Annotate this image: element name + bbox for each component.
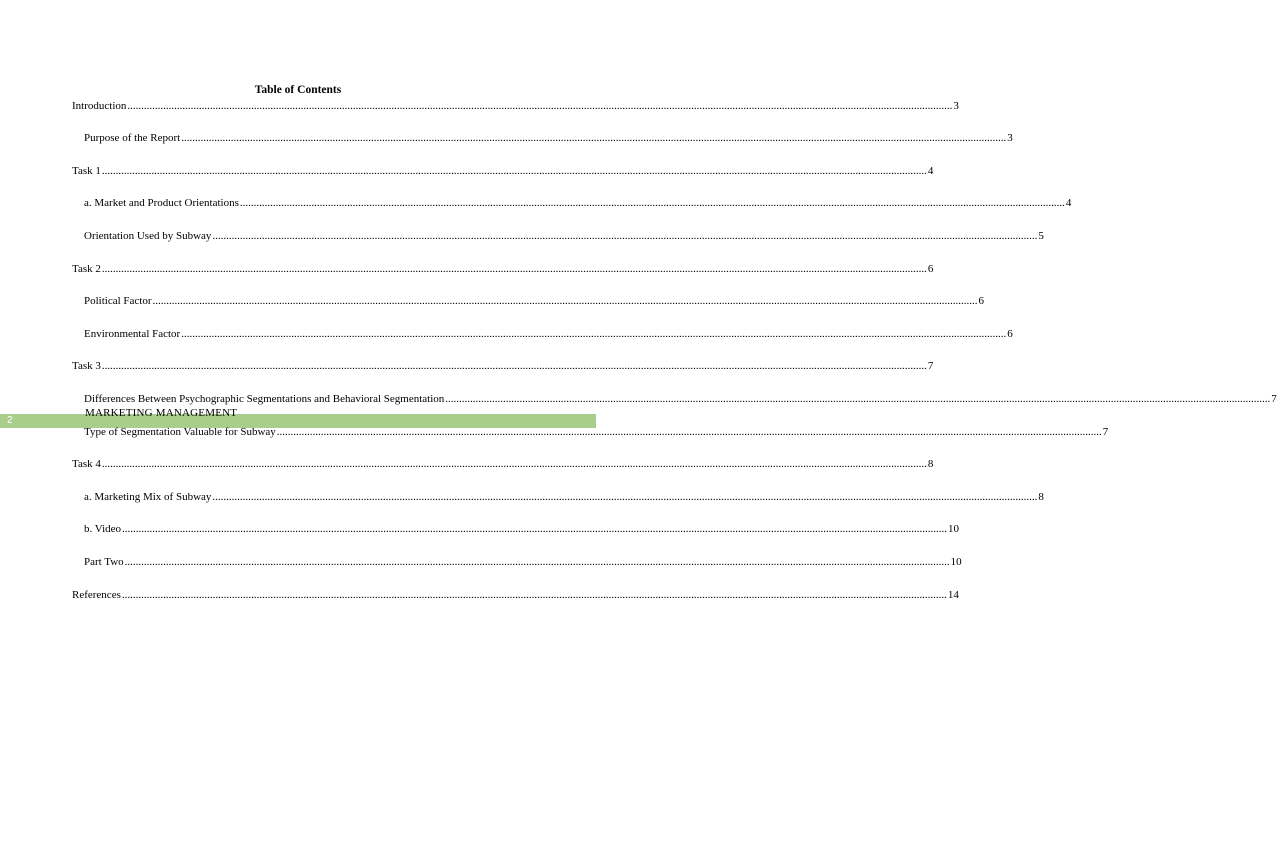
toc-entry-label: Task 4 [72,458,101,470]
toc-entry-label: Task 1 [72,165,101,177]
toc-entry-label: a. Market and Product Orientations [84,197,239,209]
toc-entry-label: Political Factor [84,295,152,307]
toc-entry-references[interactable] [72,588,959,602]
toc-leader-dots: ............................................................................................................................................................................................................................................................................................................ [276,426,1102,438]
toc-entry-marketing-mix[interactable] [84,490,1044,504]
toc-entry-purpose-of-report[interactable] [84,131,1013,145]
toc-entry-label: Purpose of the Report [84,132,181,144]
toc-entry-segmentation-type[interactable] [84,425,1109,439]
toc-leader-dots: ............................................................................................................................................................................................................................................................................................................ [212,230,1038,242]
toc-entry-task-1[interactable] [72,164,934,178]
toc-entry-market-product-orientations[interactable] [84,196,1072,210]
toc-title: Table of Contents [254,84,342,96]
toc-entry-page: 6 [927,263,934,275]
toc-entry-label: Task 3 [72,360,101,372]
toc-entry-video[interactable] [84,522,960,536]
toc-entry-segmentation-differences[interactable] [84,392,1277,406]
toc-entry-page: 10 [950,556,962,568]
toc-leader-dots: ............................................................................................................................................................................................................................................................................................................ [181,132,1007,144]
toc-leader-dots: ............................................................................................................................................................................................................................................................................................................ [101,360,927,372]
toc-leader-dots: ............................................................................................................................................................................................................................................................................................................ [101,165,927,177]
toc-leader-dots: ............................................................................................................................................................................................................................................................................................................ [445,393,1271,405]
toc-leader-dots: ............................................................................................................................................................................................................................................................................................................ [122,523,948,535]
toc-leader-dots: ............................................................................................................................................................................................................................................................................................................ [124,556,950,568]
toc-entry-political-factor[interactable] [84,294,985,308]
toc-entry-page: 5 [1038,230,1044,242]
toc-entry-task-4[interactable] [72,457,934,471]
page-number: 2 [7,415,13,426]
toc-entry-task-3[interactable] [72,359,934,373]
toc-entry-page: 10 [948,523,960,535]
toc-entry-label: Orientation Used by Subway [84,230,212,242]
toc-entry-page: 7 [927,360,934,372]
toc-leader-dots: ............................................................................................................................................................................................................................................................................................................ [181,328,1007,340]
toc-entry-orientation-used[interactable] [84,229,1044,243]
toc-entry-environmental-factor[interactable] [84,327,1013,341]
toc-entry-part-two[interactable] [84,555,962,569]
toc-leader-dots: ............................................................................................................................................................................................................................................................................................................ [212,491,1038,503]
toc-entry-page: 7 [1271,393,1277,405]
toc-entry-page: 8 [1038,491,1044,503]
running-title: MARKETING MANAGEMENT [85,407,238,419]
toc-entry-page: 7 [1102,426,1109,438]
toc-entry-introduction[interactable] [72,99,959,113]
toc-entry-page: 4 [927,165,934,177]
toc-leader-dots: ............................................................................................................................................................................................................................................................................................................ [101,458,927,470]
toc-leader-dots: ............................................................................................................................................................................................................................................................................................................ [121,589,947,601]
toc-entry-label: Task 2 [72,263,101,275]
toc-leader-dots: ............................................................................................................................................................................................................................................................................................................ [101,263,927,275]
toc-entry-page: 3 [1007,132,1013,144]
toc-leader-dots: ............................................................................................................................................................................................................................................................................................................ [127,100,953,112]
toc-entry-page: 8 [927,458,934,470]
toc-entry-label: a. Marketing Mix of Subway [84,491,212,503]
toc-entry-label: Introduction [72,100,127,112]
toc-leader-dots: ............................................................................................................................................................................................................................................................................................................ [152,295,978,307]
toc-entry-label: b. Video [84,523,122,535]
toc-entry-page: 4 [1065,197,1072,209]
toc-entry-label: Environmental Factor [84,328,181,340]
toc-entry-label: Type of Segmentation Valuable for Subway [84,426,276,438]
toc-entry-label: Differences Between Psychographic Segmentations and Behavioral Segmentation [84,393,445,405]
toc-entry-label: References [72,589,121,601]
toc-entry-page: 3 [953,100,959,112]
toc-leader-dots: ............................................................................................................................................................................................................................................................................................................ [239,197,1065,209]
toc-entry-page: 6 [1007,328,1013,340]
toc-entry-task-2[interactable] [72,262,934,276]
toc-entry-page: 6 [978,295,985,307]
toc-entry-label: Part Two [84,556,124,568]
toc-entry-page: 14 [947,589,959,601]
